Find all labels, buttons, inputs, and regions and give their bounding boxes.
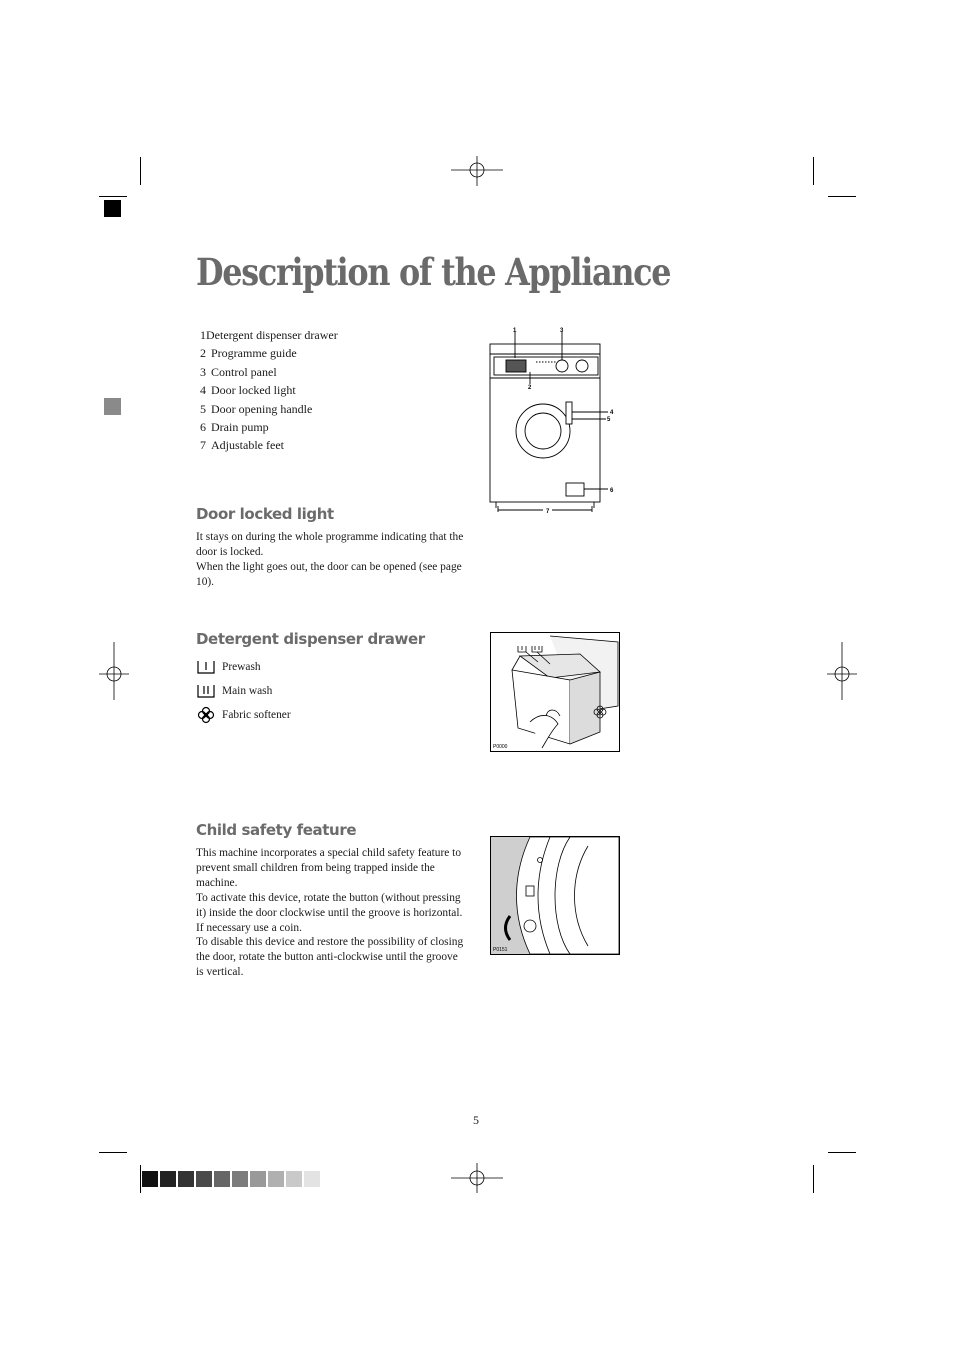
main-wash-compartment-icon <box>196 682 216 700</box>
child-safety-text: This machine incorporates a special child safety feature to prevent small children from being trapped inside the machine. To activate this device, rotate the button (without pressing it) inside the door clockwise until the groove is horizontal. If necessary use a coin. To disable this device and restore the possibility of closing the door, rotate the button anti-clockwise until the groove is vertical. <box>196 847 464 979</box>
callout-4: 4 <box>610 410 614 416</box>
color-swatch <box>268 1171 284 1187</box>
color-swatch <box>304 1171 320 1187</box>
color-swatch <box>196 1171 212 1187</box>
figure-code: P0151 <box>493 947 508 953</box>
child-safety-illustration <box>490 836 620 956</box>
callout-3: 3 <box>560 328 564 334</box>
fabric-softener-flower-icon <box>196 706 216 724</box>
color-swatch <box>142 1171 158 1187</box>
color-swatch <box>214 1171 230 1187</box>
list-item: 3 Control panel <box>200 364 277 379</box>
color-swatch <box>250 1171 266 1187</box>
color-swatch <box>286 1171 302 1187</box>
list-item: 7 Adjustable feet <box>200 438 284 453</box>
parts-list <box>200 326 338 455</box>
list-item: 5 Door opening handle <box>200 401 313 416</box>
list-item: Fabric softener <box>196 703 291 727</box>
list-item: Main wash <box>196 679 291 703</box>
door-locked-light-text: It stays on during the whole programme indicating that the door is locked. When the light goes out, the door can be opened (see page 10). <box>196 531 464 588</box>
page-number: 5 <box>473 1113 479 1127</box>
list-item: 2 Programme guide <box>200 346 297 361</box>
callout-2: 2 <box>528 385 532 391</box>
callout-1: 1 <box>513 328 517 334</box>
list-item: Prewash <box>196 655 291 679</box>
color-swatch <box>178 1171 194 1187</box>
section-heading-door-locked-light: Door locked light <box>196 505 334 523</box>
washing-machine-diagram <box>480 322 620 518</box>
section-heading-child-safety: Child safety feature <box>196 821 357 839</box>
figure-code: P0000 <box>493 744 508 750</box>
callout-7: 7 <box>546 509 550 515</box>
color-swatch <box>232 1171 248 1187</box>
detergent-drawer-illustration <box>490 632 620 752</box>
prewash-compartment-icon <box>196 658 216 676</box>
callout-6: 6 <box>610 488 614 494</box>
callout-5: 5 <box>607 417 611 423</box>
section-heading-detergent-drawer: Detergent dispenser drawer <box>196 630 425 648</box>
list-item: 1Detergent dispenser drawer <box>200 328 338 342</box>
page-title: Description of the Appliance <box>196 250 671 294</box>
compartment-legend <box>196 655 291 727</box>
list-item: 6 Drain pump <box>200 420 269 435</box>
color-swatch <box>160 1171 176 1187</box>
list-item: 4 Door locked light <box>200 383 296 398</box>
